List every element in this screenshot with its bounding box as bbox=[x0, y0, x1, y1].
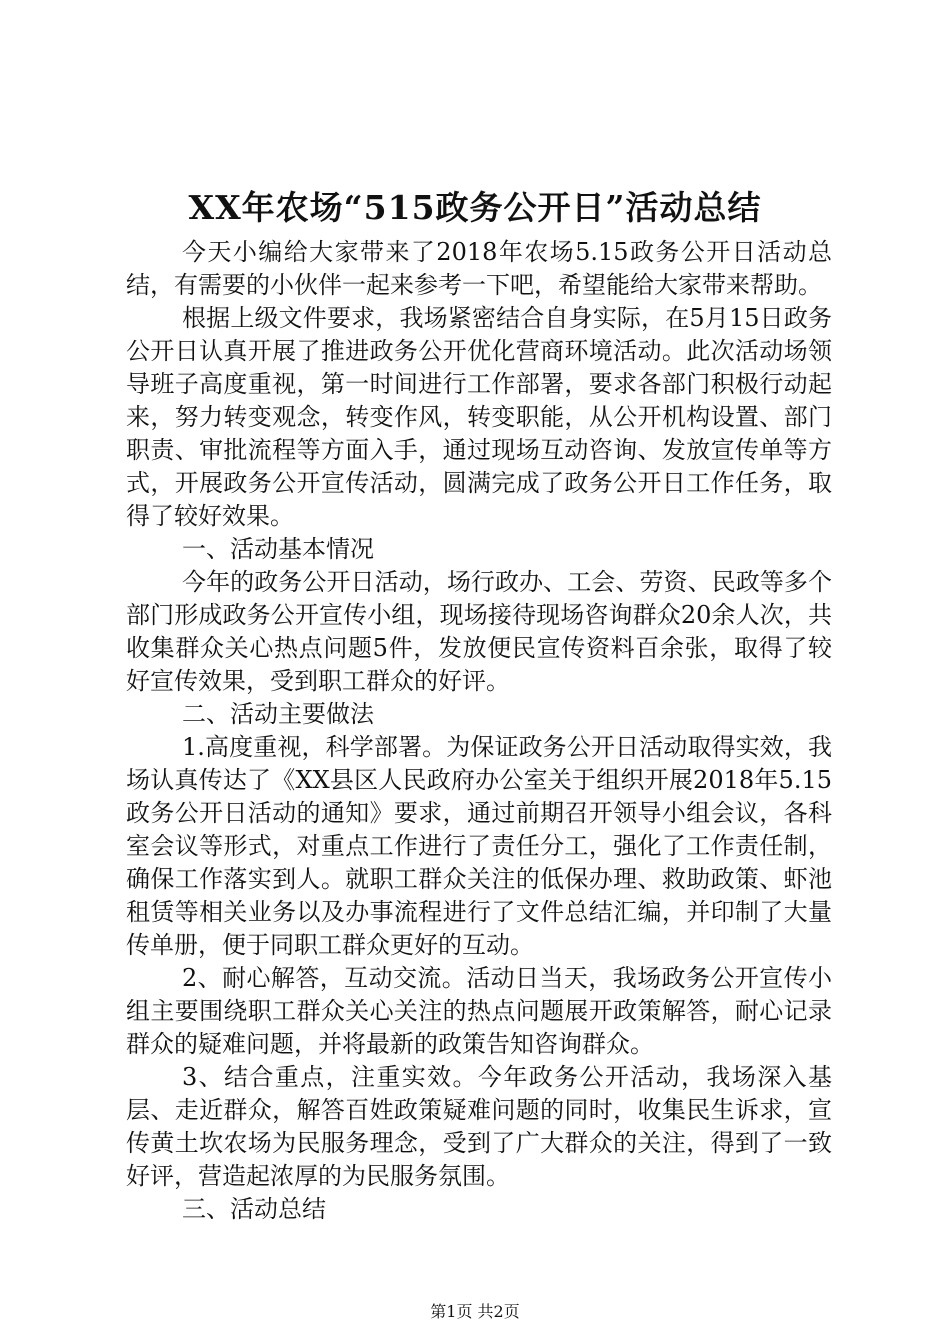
section-heading-summary: 三、活动总结 bbox=[182, 1195, 326, 1223]
background-paragraph: 根据上级文件要求，我场紧密结合自身实际，在5月15日政务公开日认真开展了推进政务公开优化营商环境活动。此次活动场领导班子高度重视，第一时间进行工作部署，要求各部门积极行动起来，努力转变观念，转变作风，转变职能，从公开机构设置、部门职责、审批流程等方面入手，通过现场互动咨询、发放宣传单等方式，开展政务公开宣传活动，圆满完成了政务公开日工作任务，取得了较好效果。 bbox=[126, 304, 832, 530]
intro-paragraph: 今天小编给大家带来了2018年农场5.15政务公开日活动总结，有需要的小伙伴一起来参考一下吧，希望能给大家带来帮助。 bbox=[126, 238, 832, 299]
method-paragraph-3: 3、结合重点，注重实效。今年政务公开活动，我场深入基层、走近群众，解答百姓政策疑难问题的同时，收集民生诉求，宣传黄土坎农场为民服务理念，受到了广大群众的关注，得到了一致好评，营造起浓厚的为民服务氛围。 bbox=[126, 1063, 832, 1190]
section-heading-basic: 一、活动基本情况 bbox=[182, 535, 374, 563]
section-heading-methods: 二、活动主要做法 bbox=[182, 700, 374, 728]
method-paragraph-1: 1.高度重视，科学部署。为保证政务公开日活动取得实效，我场认真传达了《XX县区人民政府办公室关于组织开展2018年5.15政务公开日活动的通知》要求，通过前期召开领导小组会议，各科室会议等形式，对重点工作进行了责任分工，强化了工作责任制，确保工作落实到人。就职工群众关注的低保办理、救助政策、虾池租赁等相关业务以及办事流程进行了文件总结汇编，并印制了大量传单册，便于同职工群众更好的互动。 bbox=[126, 733, 832, 959]
basic-info-paragraph: 今年的政务公开日活动，场行政办、工会、劳资、民政等多个部门形成政务公开宣传小组，现场接待现场咨询群众20余人次，共收集群众关心热点问题5件，发放便民宣传资料百余张，取得了较好宣传效果，受到职工群众的好评。 bbox=[126, 568, 832, 695]
document-body bbox=[126, 236, 832, 1226]
document-title: XX年农场“515政务公开日”活动总结 bbox=[188, 188, 762, 227]
method-paragraph-2: 2、耐心解答，互动交流。活动日当天，我场政务公开宣传小组主要围绕职工群众关心关注的热点问题展开政策解答，耐心记录群众的疑难问题，并将最新的政策告知咨询群众。 bbox=[126, 964, 832, 1058]
page-number-footer: 第1页 共2页 bbox=[430, 1302, 520, 1321]
